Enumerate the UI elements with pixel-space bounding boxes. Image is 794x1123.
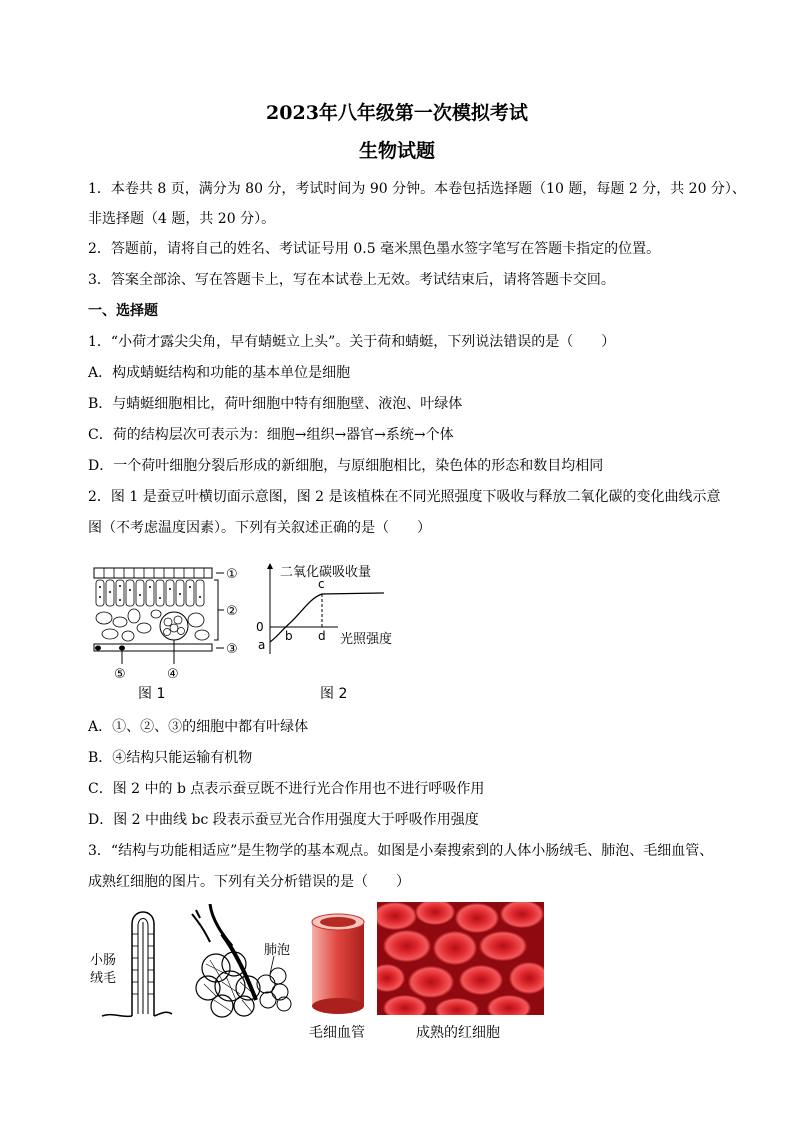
fig1-caption: 图 1 bbox=[138, 686, 166, 702]
q1-option-d: D．一个荷叶细胞分裂后形成的新细胞，与原细胞相比，染色体的形态和数目均相同 bbox=[88, 458, 604, 474]
q2-option-d: D．图 2 中曲线 bc 段表示蚕豆光合作用强度大于呼吸作用强度 bbox=[88, 812, 479, 828]
fig2-x-label: 光照强度 bbox=[340, 632, 393, 647]
villus-label-line1: 小肠 bbox=[90, 953, 117, 968]
q1-option-b: B．与蜻蜓细胞相比，荷叶细胞中特有细胞壁、液泡、叶绿体 bbox=[88, 396, 463, 412]
fig1-label-1: ① bbox=[226, 567, 238, 582]
alveoli-figure bbox=[182, 904, 298, 1022]
villus-label-line2: 绒毛 bbox=[90, 971, 117, 986]
fig2-point-d: d bbox=[318, 629, 326, 643]
instruction-1: 1．本卷共 8 页，满分为 80 分，考试时间为 90 分钟。本卷包括选择题（10 题，每题 2 分，共 20 分）、 bbox=[88, 181, 746, 197]
fig1-label-5: ⑤ bbox=[114, 667, 126, 682]
red-blood-cells-photo bbox=[377, 902, 544, 1015]
fig2-y-label: 二氧化碳吸收量 bbox=[280, 565, 372, 580]
fig1-label-3: ③ bbox=[226, 642, 238, 657]
fig1-label-4: ④ bbox=[167, 667, 179, 682]
fig1-label-2: ② bbox=[226, 604, 238, 619]
intestinal-villus-figure bbox=[88, 904, 174, 1022]
instruction-1-cont: 非选择题（4 题，共 20 分）。 bbox=[88, 211, 276, 227]
q1-stem: 1．“小荷才露尖尖角，早有蜻蜓立上头”。关于荷和蜻蜓，下列说法错误的是（ ） bbox=[88, 334, 616, 350]
exam-subtitle: 生物试题 bbox=[358, 140, 435, 162]
q1-option-a: A．构成蜻蜓结构和功能的基本单位是细胞 bbox=[88, 365, 351, 381]
instruction-3: 3．答案全部涂、写在答题卡上，写在本试卷上无效。考试结束后，请将答题卡交回。 bbox=[88, 272, 615, 288]
exam-title: 2023年八年级第一次模拟考试 bbox=[266, 102, 528, 124]
capillary-caption: 毛细血管 bbox=[309, 1025, 365, 1041]
instruction-2: 2．答题前，请将自己的姓名、考试证号用 0.5 毫米黑色墨水签字笔写在答题卡指定的位置。 bbox=[88, 241, 661, 257]
alveoli-label: 肺泡 bbox=[264, 943, 291, 958]
fig2-point-b: b bbox=[285, 629, 293, 643]
fig2-caption: 图 2 bbox=[320, 686, 348, 702]
fig2-point-a: a bbox=[258, 638, 266, 652]
q2-option-c: C．图 2 中的 b 点表示蚕豆既不进行光合作用也不进行呼吸作用 bbox=[88, 781, 485, 797]
fig2-point-0: 0 bbox=[256, 620, 264, 634]
capillary-figure bbox=[306, 912, 370, 1022]
rbc-caption: 成熟的红细胞 bbox=[416, 1025, 500, 1041]
q2-stem-line2: 图（不考虑温度因素）。下列有关叙述正确的是（ ） bbox=[88, 520, 431, 536]
q2-option-b: B．④结构只能运输有机物 bbox=[88, 750, 253, 766]
leaf-cross-section-figure bbox=[92, 562, 252, 684]
section-title: 一、选择题 bbox=[88, 303, 158, 319]
q3-stem-line2: 成熟红细胞的图片。下列有关分析错误的是（ ） bbox=[88, 874, 410, 890]
co2-curve-figure bbox=[252, 556, 412, 662]
q2-stem-line1: 2．图 1 是蚕豆叶横切面示意图，图 2 是该植株在不同光照强度下吸收与释放二氧化碳的变化曲线示意 bbox=[88, 489, 721, 505]
q3-stem-line1: 3．“结构与功能相适应”是生物学的基本观点。如图是小秦搜索到的人体小肠绒毛、肺泡、毛细血管、 bbox=[88, 843, 714, 859]
fig2-point-c: c bbox=[318, 577, 325, 591]
q1-option-c: C．荷的结构层次可表示为：细胞→组织→器官→系统→个体 bbox=[88, 427, 454, 443]
q2-option-a: A．①、②、③的细胞中都有叶绿体 bbox=[88, 719, 309, 735]
